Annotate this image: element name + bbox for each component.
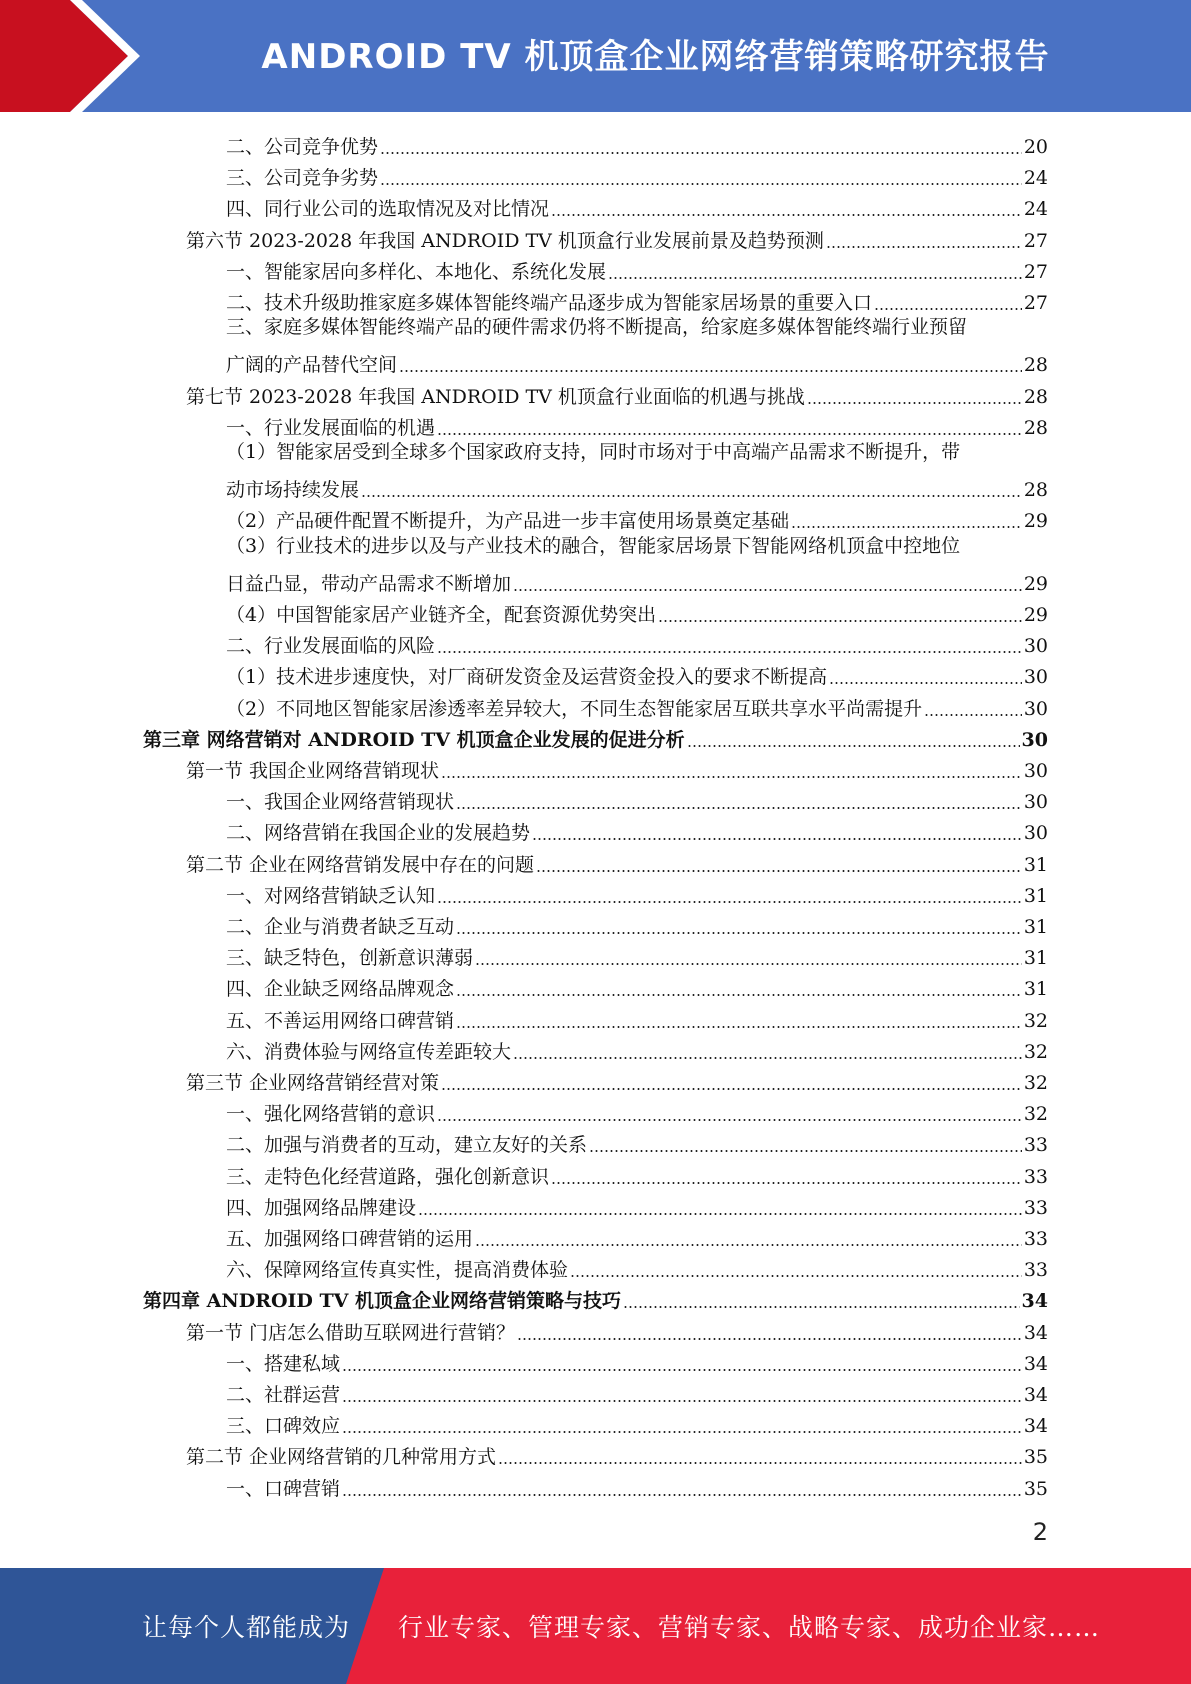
toc-page-number: 28 [1023,385,1048,408]
dot-leader [513,1057,1022,1059]
dot-leader [456,994,1022,996]
toc-page-number: 33 [1023,1196,1048,1219]
toc-entry[interactable] [226,877,1048,908]
toc-entry-text: 第二节 企业在网络营销发展中存在的问题 [186,853,535,876]
toc-entry-text: （1）技术进步速度快，对厂商研发资金及运营资金投入的要求不断提高 [226,666,828,689]
dot-leader [551,1182,1022,1184]
toc-entry-text: 第三节 企业网络营销经营对策 [186,1072,440,1094]
dot-leader [807,402,1022,404]
dot-leader [418,1213,1022,1215]
toc-entry-text: 二、行业发展面临的风险 [226,635,436,658]
toc-page-number: 24 [1023,167,1048,190]
toc-entry-text: 第一节 门店怎么借助互联网进行营销？ [186,1321,516,1344]
toc-entry[interactable] [226,1407,1048,1438]
toc-section-entry[interactable] [186,378,1048,409]
dot-leader [361,495,1022,497]
page-footer [0,1568,1191,1684]
toc-entry-text: 二、社群运营 [226,1384,341,1406]
toc-entry-text: 三、公司竞争劣势 [226,167,379,190]
toc-entry-text: 日益凸显，带动产品需求不断增加 [226,572,512,595]
toc-section-entry[interactable] [186,752,1048,783]
toc-entry-text: 三、缺乏特色，创新意识薄弱 [226,947,474,970]
toc-page-number: 34 [1023,1321,1048,1344]
toc-entry-text: 一、我国企业网络营销现状 [226,791,455,814]
toc-entry[interactable] [226,908,1048,939]
toc-entry-text: 第二节 企业网络营销的几种常用方式 [186,1446,497,1469]
dot-leader [532,838,1022,840]
toc-entry-text: 一、搭建私域 [226,1352,341,1375]
toc-page-number: 32 [1023,1009,1048,1032]
dot-leader [437,433,1022,435]
dot-leader [589,1150,1022,1152]
toc-entry-text: 三、走特色化经营道路，强化创新意识 [226,1165,550,1188]
dot-leader [791,526,1022,528]
toc-entry[interactable] [226,1033,1048,1064]
toc-page-number: 28 [1023,354,1048,377]
toc-page-number: 35 [1023,1446,1048,1469]
toc-entry-text: 五、加强网络口碑营销的运用 [226,1228,474,1250]
toc-entry[interactable] [226,471,1048,502]
toc-page-number: 30 [1023,822,1048,845]
toc-entry-text: 动市场持续发展 [226,479,360,502]
toc-page-number: 32 [1023,1072,1048,1094]
toc-entry[interactable] [226,1470,1048,1501]
toc-page-number: 35 [1023,1477,1048,1500]
toc-entry-line[interactable] [226,534,1048,565]
toc-entry-text: 四、企业缺乏网络品牌观念 [226,978,455,1001]
dot-leader [924,714,1022,716]
toc-entry[interactable] [226,1251,1048,1282]
toc-page-number: 31 [1023,978,1048,1001]
toc-entry[interactable] [226,409,1048,440]
toc-entry[interactable] [226,1189,1048,1220]
dot-leader [608,277,1022,279]
toc-page-number: 32 [1023,1103,1048,1126]
toc-section-entry[interactable] [186,1314,1048,1345]
toc-section-entry[interactable] [186,1064,1048,1095]
toc-entry[interactable] [226,1126,1048,1157]
toc-page-number: 32 [1023,1040,1048,1063]
toc-entry-text: 第七节 2023-2028 年我国 ANDROID TV 机顶盒行业面临的机遇与挑战 [186,385,805,408]
toc-page-number: 31 [1023,916,1048,938]
dot-leader [437,901,1022,903]
toc-entry[interactable] [226,1002,1048,1033]
toc-entry-text: 第三章 网络营销对 ANDROID TV 机顶盒企业发展的促进分析 [143,728,685,751]
toc-entry-text: （4）中国智能家居产业链齐全，配套资源优势突出 [226,604,657,626]
toc-page-number: 29 [1023,604,1048,626]
toc-entry-text: 一、对网络营销缺乏认知 [226,884,436,907]
toc-entry-text: 第一节 我国企业网络营销现状 [186,760,440,782]
dot-leader [874,308,1022,310]
toc-entry[interactable] [226,253,1048,284]
dot-leader [437,1119,1022,1121]
toc-page-number: 28 [1023,479,1048,502]
toc-entry-text: （2）产品硬件配置不断提升，为产品进一步丰富使用场景奠定基础 [226,510,790,533]
toc-section-entry[interactable] [186,846,1048,877]
dot-leader [570,1275,1022,1277]
toc-entry[interactable] [226,783,1048,814]
toc-page-number: 27 [1023,260,1048,283]
toc-page-number: 33 [1023,1259,1048,1282]
toc-entry-text: 一、口碑营销 [226,1477,341,1500]
toc-entry-text: 第六节 2023-2028 年我国 ANDROID TV 机顶盒行业发展前景及趋势预测 [186,229,824,252]
toc-entry-line[interactable] [226,440,1048,471]
page-number: 2 [1032,1518,1048,1546]
toc-page-number: 30 [1023,635,1048,658]
toc-entry[interactable] [226,690,1048,721]
dot-leader [475,963,1022,965]
toc-entry-text: 六、保障网络宣传真实性，提高消费体验 [226,1259,569,1282]
toc-page-number: 28 [1023,416,1048,439]
dot-leader [687,745,1020,747]
dot-leader [517,1338,1022,1340]
toc-entry[interactable] [226,1345,1048,1376]
toc-page-number: 29 [1023,510,1048,533]
dot-leader [342,1431,1022,1433]
dot-leader [623,1306,1020,1308]
toc-entry-text: 三、口碑效应 [226,1415,341,1438]
dot-leader [456,807,1022,809]
dot-leader [536,870,1022,872]
toc-entry-text: （2）不同地区智能家居渗透率差异较大，不同生态智能家居互联共享水平尚需提升 [226,697,923,720]
dot-leader [475,1244,1022,1246]
footer-slogan-left: 让每个人都能成为 [142,1613,351,1642]
dot-leader [456,1026,1022,1028]
toc-entry[interactable] [226,970,1048,1001]
toc-chapter-entry[interactable] [143,1282,1048,1313]
toc-page-number: 30 [1023,760,1048,782]
toc-entry[interactable] [226,939,1048,970]
toc-entry[interactable] [226,346,1048,377]
toc-entry[interactable] [226,627,1048,658]
toc-entry[interactable] [226,1220,1048,1251]
toc-entry[interactable] [226,1376,1048,1407]
dot-leader [456,932,1022,934]
dot-leader [342,1494,1022,1496]
toc-page-number: 31 [1023,884,1048,907]
toc-entry[interactable] [226,159,1048,190]
toc-entry[interactable] [226,565,1048,596]
toc-entry-text: （1）智能家居受到全球多个国家政府支持，同时市场对于中高端产品需求不断提升，带 [226,441,961,463]
dot-leader [380,152,1022,154]
page-header [0,0,1191,112]
toc-entry[interactable] [226,814,1048,845]
toc-entry[interactable] [226,1158,1048,1189]
toc-entry[interactable] [226,190,1048,221]
toc-entry[interactable] [226,128,1048,159]
toc-page-number: 20 [1023,136,1048,158]
toc-entry-text: 一、智能家居向多样化、本地化、系统化发展 [226,260,607,283]
dot-leader [342,1369,1022,1371]
toc-entry-text: 五、不善运用网络口碑营销 [226,1009,455,1032]
toc-entry-text: （3）行业技术的进步以及与产业技术的融合，智能家居场景下智能网络机顶盒中控地位 [226,534,961,557]
toc-entry[interactable] [226,502,1048,533]
toc-page-number: 34 [1023,1352,1048,1375]
toc-entry-text: 二、技术升级助推家庭多媒体智能终端产品逐步成为智能家居场景的重要入口 [226,292,873,314]
toc-entry-text: 第四章 ANDROID TV 机顶盒企业网络营销策略与技巧 [143,1290,622,1313]
toc-section-entry[interactable] [186,222,1048,253]
red-arrow-decoration [0,0,160,112]
toc-page-number: 33 [1023,1165,1048,1188]
dot-leader [437,651,1022,653]
dot-leader [498,1462,1022,1464]
dot-leader [551,214,1022,216]
toc-page-number: 34 [1023,1384,1048,1406]
toc-entry-text: 二、企业与消费者缺乏互动 [226,916,455,938]
dot-leader [441,776,1022,778]
dot-leader [380,183,1022,185]
footer-slogan-right: 行业专家、管理专家、营销专家、战略专家、成功企业家…… [398,1613,1101,1642]
toc-page-number: 27 [1023,292,1048,314]
toc-entry-text: 一、行业发展面临的机遇 [226,416,436,439]
toc-page-number: 30 [1023,791,1048,814]
toc-page-number: 30 [1023,666,1048,689]
dot-leader [826,246,1022,248]
toc-section-entry[interactable] [186,1438,1048,1469]
toc-page-number: 31 [1023,947,1048,970]
toc-page-number: 34 [1021,1290,1048,1313]
toc-entry-text: 六、消费体验与网络宣传差距较大 [226,1040,512,1063]
dot-leader [441,1088,1022,1090]
toc-entry[interactable] [226,596,1048,627]
dot-leader [513,589,1022,591]
toc-entry-line[interactable] [226,315,1048,346]
toc-page-number: 33 [1023,1134,1048,1157]
toc-entry[interactable] [226,1095,1048,1126]
toc-entry-text: 广阔的产品替代空间 [226,354,398,377]
toc-page-number: 31 [1023,853,1048,876]
toc-entry-text: 四、同行业公司的选取情况及对比情况 [226,198,550,221]
toc-entry-text: 二、公司竞争优势 [226,136,379,158]
toc-page-number: 27 [1023,229,1048,252]
toc-entry-text: 一、强化网络营销的意识 [226,1103,436,1126]
toc-page-number: 29 [1023,572,1048,595]
toc-page-number: 24 [1023,198,1048,221]
toc-entry-text: 三、家庭多媒体智能终端产品的硬件需求仍将不断提高，给家庭多媒体智能终端行业预留 [226,316,968,339]
toc-entry-text: 二、加强与消费者的互动，建立友好的关系 [226,1134,588,1157]
dot-leader [829,682,1022,684]
toc-entry-text: 四、加强网络品牌建设 [226,1196,417,1219]
toc-page-number: 33 [1023,1228,1048,1250]
toc-entry[interactable] [226,658,1048,689]
toc-chapter-entry[interactable] [143,721,1048,752]
report-title: ANDROID TV 机顶盒企业网络营销策略研究报告 [261,36,1050,77]
dot-leader [658,620,1022,622]
toc-entry[interactable] [226,284,1048,315]
toc-page-number: 30 [1021,728,1048,751]
dot-leader [399,370,1022,372]
toc-page-number: 30 [1023,697,1048,720]
dot-leader [342,1400,1022,1402]
toc-entry-text: 二、网络营销在我国企业的发展趋势 [226,822,531,845]
toc-page-number: 34 [1023,1415,1048,1438]
